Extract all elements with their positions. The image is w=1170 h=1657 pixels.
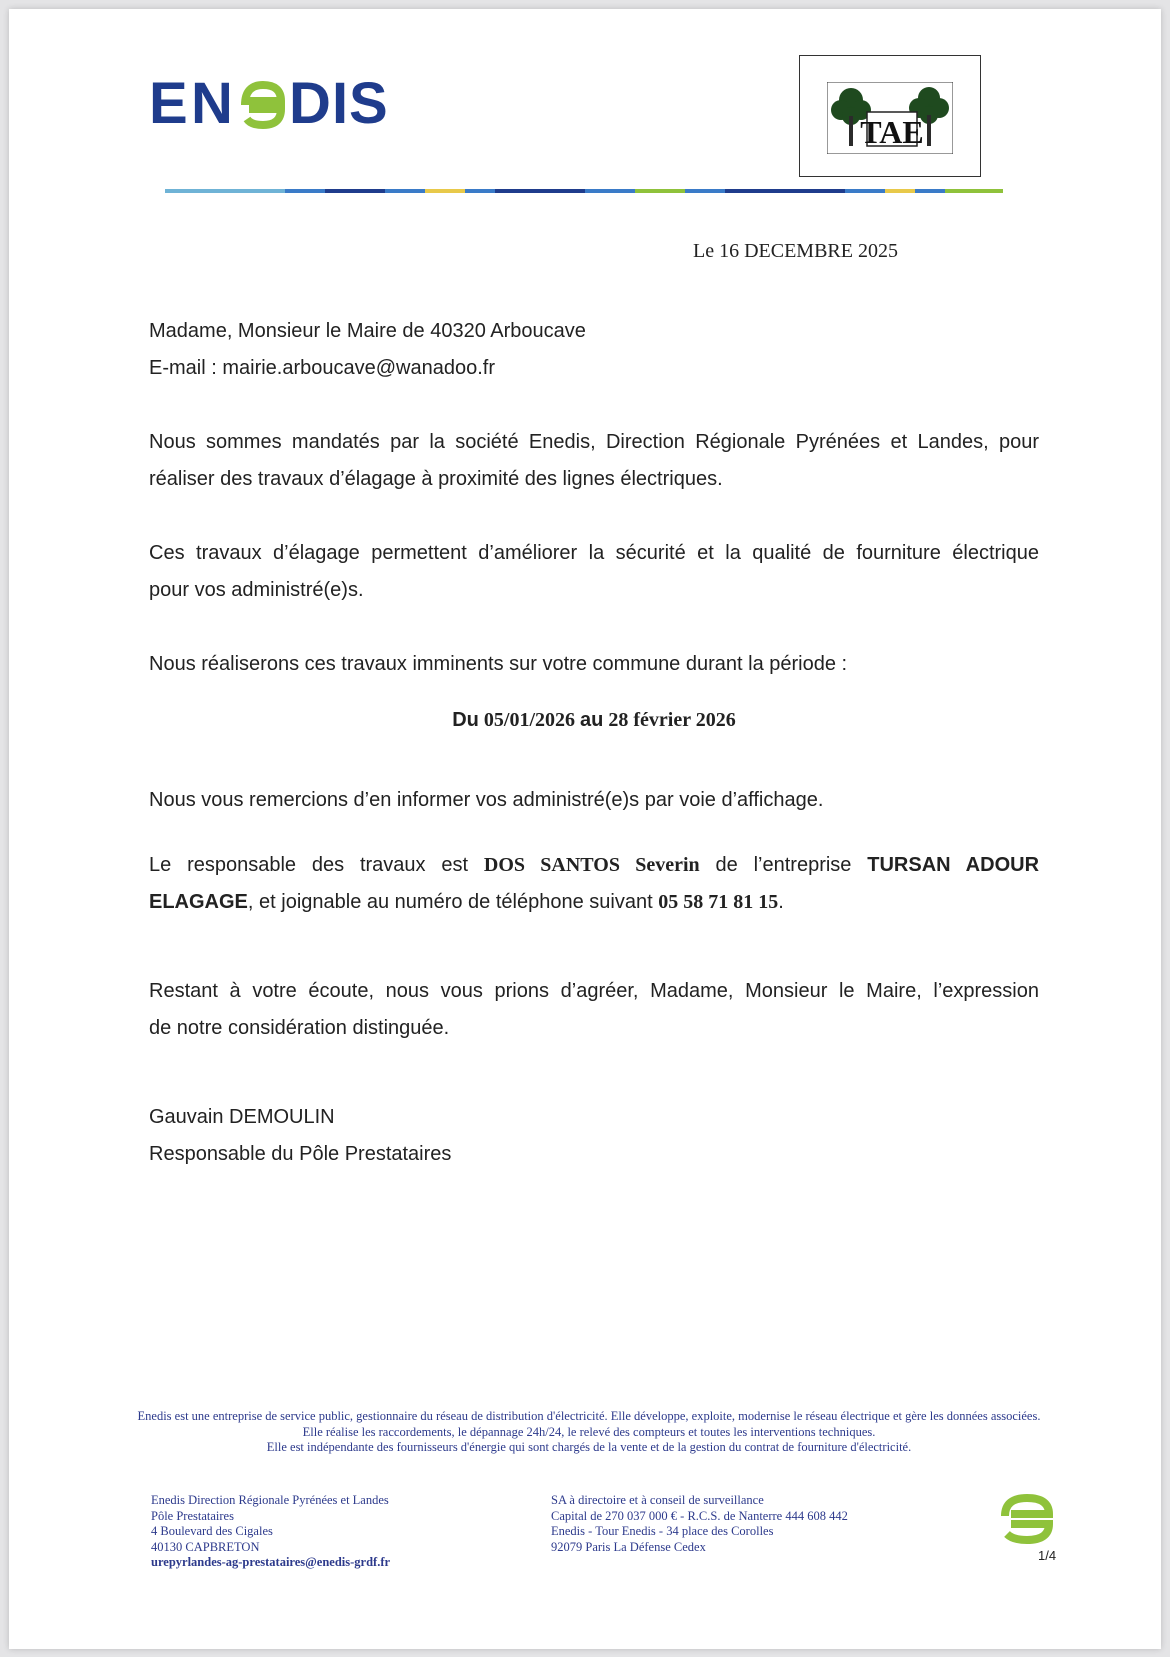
- svg-text:I: I: [332, 73, 349, 133]
- company-name-1: TURSAN ADOUR: [867, 854, 1040, 876]
- page-number: 1/4: [1038, 1548, 1057, 1563]
- footer-intro-line-3: Elle est indépendante des fournisseurs d'énergie qui sont chargés de la vente et de la gestion du contrat de fourniture d'électricité.: [266, 1440, 912, 1454]
- footer-address-line: Pôle Prestataires: [151, 1508, 234, 1523]
- period-au: au: [580, 709, 604, 731]
- paragraph-5-line-2: [149, 891, 1039, 914]
- paragraph-6-line-2: de notre considération distinguée.: [149, 1017, 450, 1039]
- paragraph-5-line-1: [149, 854, 1039, 877]
- period-end: 28 février 2026: [608, 709, 736, 731]
- footer-legal-line: Capital de 270 037 000 € - R.C.S. de Nanterre 444 608 442: [551, 1508, 848, 1523]
- period-start: 05/01/2026: [483, 709, 576, 731]
- tae-logo: [827, 82, 953, 154]
- recipient-line: Madame, Monsieur le Maire de 40320 Arboucave: [149, 320, 586, 342]
- signature-title: Responsable du Pôle Prestataires: [149, 1143, 452, 1165]
- svg-text:E: E: [149, 73, 189, 133]
- footer-legal-line: Enedis - Tour Enedis - 34 place des Corolles: [551, 1524, 774, 1538]
- tae-logo-frame: [799, 55, 981, 177]
- contact-phone: 05 58 71 81 15: [658, 891, 779, 913]
- footer-legal-line: SA à directoire et à conseil de surveillance: [551, 1493, 764, 1507]
- footer-email-link[interactable]: urepyrlandes-ag-prestataires@enedis-grdf.fr: [151, 1555, 391, 1569]
- enedis-e-icon: [999, 1492, 1055, 1546]
- company-name-2: ELAGAGE: [149, 891, 248, 913]
- paragraph-6-line-1: Restant à votre écoute, nous vous prions d’agréer, Madame, Monsieur le Maire, l’expression: [149, 980, 1039, 1002]
- footer-legal-line: 92079 Paris La Défense Cedex: [551, 1539, 706, 1554]
- signature-name: Gauvain DEMOULIN: [149, 1106, 335, 1128]
- paragraph-2-line-2: pour vos administré(e)s.: [149, 579, 364, 601]
- paragraph-3: Nous réaliserons ces travaux imminents sur votre commune durant la période :: [149, 653, 848, 675]
- svg-text:D: D: [289, 73, 331, 133]
- header-divider: [165, 189, 1003, 193]
- footer-address-line: Enedis Direction Régionale Pyrénées et Landes: [151, 1493, 389, 1507]
- work-period: [149, 709, 1039, 732]
- letter-date: Le 16 DECEMBRE 2025: [693, 240, 898, 262]
- svg-text:N: N: [191, 73, 233, 133]
- footer-intro: [69, 1409, 1109, 1456]
- footer-address: [151, 1493, 390, 1571]
- footer-intro-line-2: Elle réalise les raccordements, le dépannage 24h/24, le relevé des compteurs et toutes les interventions techniques.: [302, 1424, 876, 1439]
- p5-text-a: Le responsable des travaux est: [149, 854, 469, 876]
- footer-address-line: 40130 CAPBRETON: [151, 1539, 260, 1554]
- p5-text-c: , et joignable au numéro de téléphone suivant: [247, 891, 653, 913]
- p5-text-b: de l’entreprise: [715, 854, 852, 876]
- p5-end: .: [778, 891, 784, 913]
- paragraph-2-line-1: Ces travaux d’élagage permettent d’améliorer la sécurité et la qualité de fourniture électrique: [149, 542, 1039, 564]
- letter-page: [9, 9, 1161, 1649]
- footer-intro-line-1: Enedis est une entreprise de service public, gestionnaire du réseau de distribution d'électricité. Elle développe, exploite, modernise le réseau électrique et gère les données associées.: [137, 1409, 1041, 1423]
- svg-text:S: S: [349, 73, 388, 133]
- paragraph-1-line-2: réaliser des travaux d’élagage à proximité des lignes électriques.: [149, 468, 723, 490]
- svg-text:TAE: TAE: [860, 114, 924, 150]
- enedis-logo: [149, 73, 389, 133]
- footer-legal: [551, 1493, 848, 1555]
- period-du: Du: [452, 709, 479, 731]
- recipient-email: E-mail : mairie.arboucave@wanadoo.fr: [149, 357, 496, 379]
- paragraph-1-line-1: Nous sommes mandatés par la société Enedis, Direction Régionale Pyrénées et Landes, pour: [149, 431, 1039, 453]
- footer-address-line: 4 Boulevard des Cigales: [151, 1524, 273, 1538]
- paragraph-4: Nous vous remercions d’en informer vos administré(e)s par voie d’affichage.: [149, 789, 824, 811]
- contact-name: DOS SANTOS Severin: [483, 854, 700, 876]
